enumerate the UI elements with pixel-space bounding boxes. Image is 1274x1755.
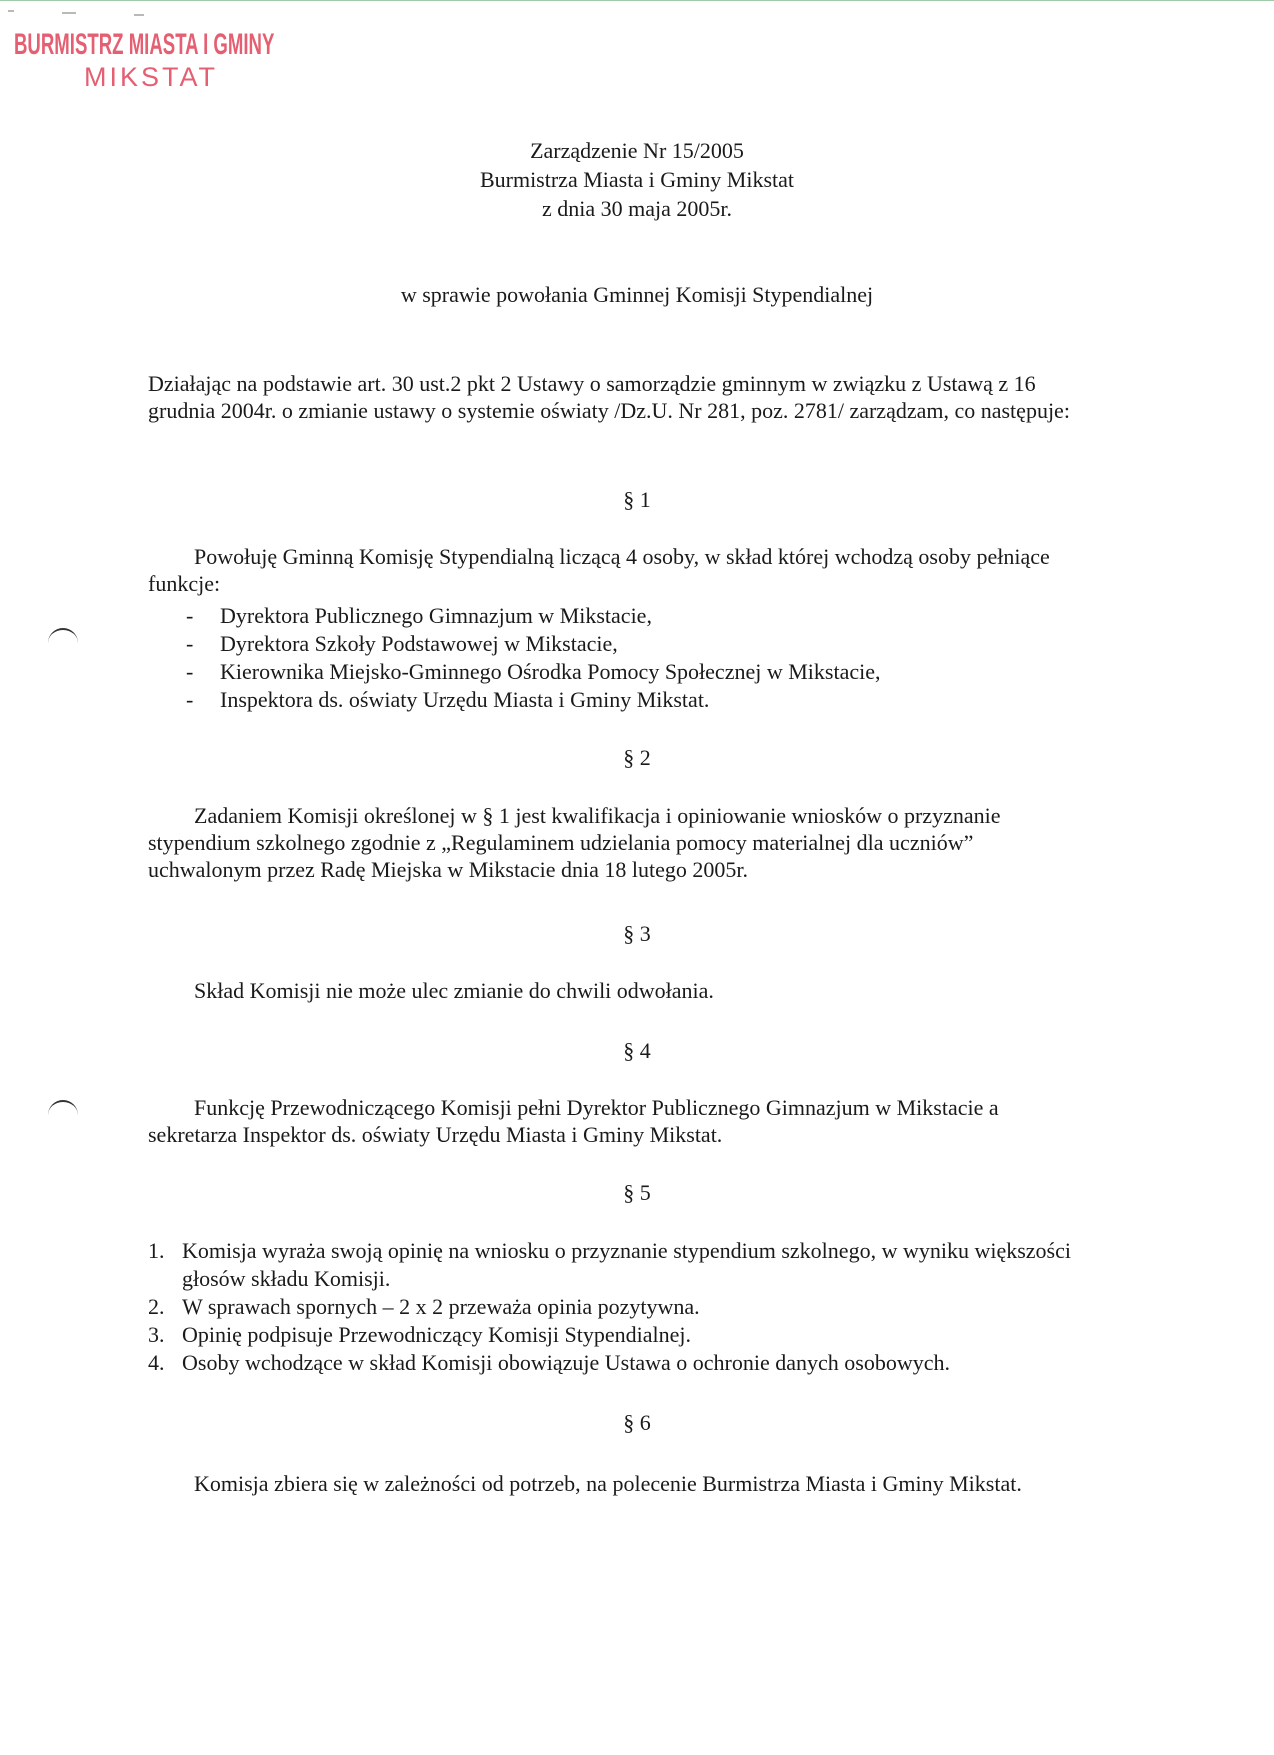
list-item: [148, 1293, 1088, 1321]
document-header: [0, 136, 1274, 223]
issuing-authority: Burmistrza Miasta i Gminy Mikstat: [479, 167, 795, 192]
ordinance-number: Zarządzenie Nr 15/2005: [530, 138, 744, 163]
section-1-heading: § 1: [623, 487, 651, 512]
item-text: Osoby wchodzące w skład Komisji obowiązuje Ustawa o ochronie danych osobowych.: [182, 1350, 950, 1375]
ordinance-subject: w sprawie powołania Gminnej Komisji Stypendialnej: [400, 282, 874, 307]
item-number: 2.: [148, 1294, 165, 1319]
section-1-text: Powołuję Gminną Komisję Stypendialną liczącą 4 osoby, w skład której wchodzą osoby pełniące funkcje:: [148, 544, 1050, 596]
section-3-heading: § 3: [623, 921, 651, 946]
ordinance-date: z dnia 30 maja 2005r.: [541, 196, 732, 221]
item-text: Opinię podpisuje Przewodniczący Komisji Stypendialnej.: [182, 1322, 691, 1347]
top-edge-line: [0, 0, 1274, 1]
official-stamp: [14, 28, 434, 92]
list-item: - Kierownika Miejsko-Gminnego Ośrodka Pomocy Społecznej w Mikstacie,: [186, 658, 880, 686]
stamp-line-1: BURMISTRZ MIASTA I GMINY: [14, 28, 275, 61]
section-2-heading: § 2: [623, 745, 651, 770]
section-2-text: Zadaniem Komisji określonej w § 1 jest kwalifikacja i opiniowanie wniosków o przyznanie stypendium szkolnego zgodnie z „Regulaminem udzielania pomocy materialnej dla uczniów” uchwalonym przez Radę Miejska w Mikstacie dnia 18 lutego 2005r.: [148, 803, 1001, 882]
section-6-heading: § 6: [623, 1410, 651, 1435]
list-item: [148, 1237, 1088, 1293]
section-6-text: Komisja zbiera się w zależności od potrzeb, na polecenie Burmistrza Miasta i Gminy Mikstat.: [194, 1471, 1022, 1496]
list-item: - Inspektora ds. oświaty Urzędu Miasta i Gminy Mikstat.: [186, 686, 880, 714]
stamp-line-2: MIKSTAT: [84, 62, 218, 92]
legal-basis-paragraph: Działając na podstawie art. 30 ust.2 pkt 2 Ustawy o samorządzie gminnym w związku z Ustawą z 16 grudnia 2004r. o zmianie ustawy o systemie oświaty /Dz.U. Nr 281, poz. 2781/ zarządzam, co następuje:: [148, 371, 1070, 423]
scan-speck: [8, 10, 14, 12]
scan-speck: [134, 14, 144, 16]
section-4-text: Funkcję Przewodniczącego Komisji pełni Dyrektor Publicznego Gimnazjum w Mikstacie a sekretarza Inspektor ds. oświaty Urzędu Miasta i Gminy Mikstat.: [148, 1095, 999, 1147]
item-number: 4.: [148, 1350, 165, 1375]
item-number: 3.: [148, 1322, 165, 1347]
section-1-member-list: [186, 602, 880, 714]
punch-hole-mark: [48, 628, 78, 644]
section-4-heading: § 4: [623, 1038, 651, 1063]
section-3-text: Skład Komisji nie może ulec zmianie do chwili odwołania.: [194, 978, 714, 1003]
section-5-heading: § 5: [623, 1180, 651, 1205]
item-text: W sprawach spornych – 2 x 2 przeważa opinia pozytywna.: [182, 1294, 700, 1319]
list-item: - Dyrektora Szkoły Podstawowej w Mikstacie,: [186, 630, 880, 658]
item-text: Komisja wyraża swoją opinię na wniosku o przyznanie stypendium szkolnego, w wyniku większości głosów składu Komisji.: [182, 1238, 1071, 1291]
scan-speck: [62, 12, 76, 14]
item-number: 1.: [148, 1238, 165, 1263]
list-item: [148, 1321, 1088, 1349]
list-item: [148, 1349, 1088, 1377]
punch-hole-mark: [48, 1100, 78, 1116]
list-item: - Dyrektora Publicznego Gimnazjum w Mikstacie,: [186, 602, 880, 630]
section-5-list: [148, 1237, 1088, 1377]
